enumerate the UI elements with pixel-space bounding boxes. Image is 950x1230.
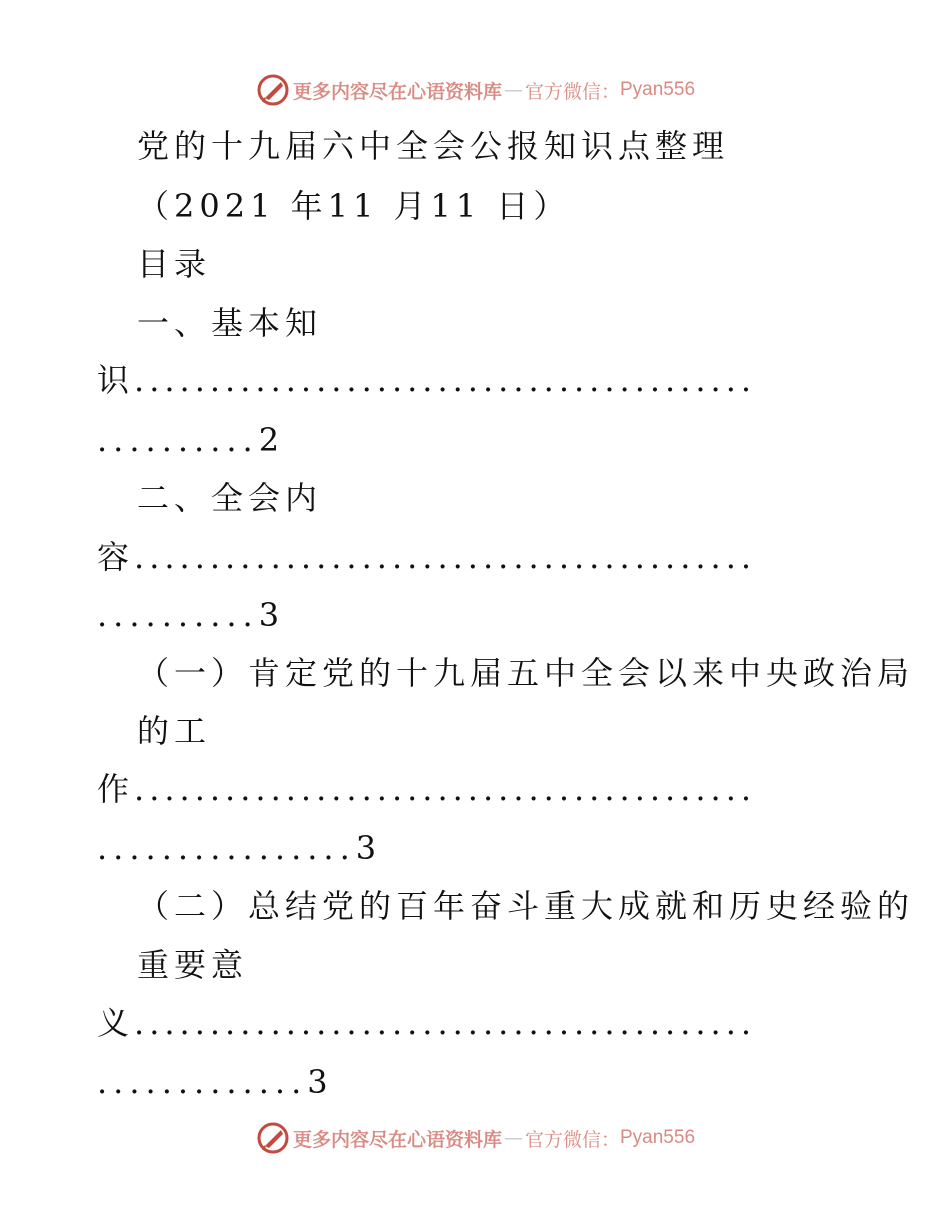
toc-leader-line: ..........2	[97, 421, 286, 459]
toc-page-number: 3	[307, 1063, 334, 1101]
toc-item-label-cont: 重要意	[137, 946, 249, 984]
toc-leader-line: ..........3	[97, 596, 286, 634]
toc-item-label: 二、全会内	[137, 479, 323, 517]
toc-item-label-cont: 的工	[137, 712, 212, 750]
toc-page-number: 2	[258, 421, 286, 459]
watermark-separator: —	[503, 79, 523, 101]
document-date: （2021 年11 月11 日）	[137, 187, 571, 225]
quill-logo-icon	[255, 72, 291, 108]
toc-item-label-tail: 作.........................................	[97, 770, 757, 808]
quill-logo-icon	[255, 1120, 291, 1156]
toc-item-label-tail: 识.........................................	[97, 361, 757, 399]
watermark-banner-bottom	[0, 1118, 950, 1158]
watermark-wechat-id: Pyan556	[620, 1127, 696, 1148]
watermark-text: 更多内容尽在心语资料库	[292, 80, 502, 103]
document-title: 党的十九届六中全会公报知识点整理	[137, 127, 730, 165]
watermark-wechat-label: 官方微信：	[524, 80, 620, 103]
toc-item-label: （一）肯定党的十九届五中全会以来中央政治局	[137, 654, 915, 692]
toc-leader-line: .............3	[97, 1063, 334, 1101]
watermark-wechat-id: Pyan556	[620, 79, 696, 100]
watermark-text: 更多内容尽在心语资料库	[292, 1128, 502, 1151]
toc-item-label-tail: 容.........................................	[97, 538, 757, 576]
watermark-banner-top	[0, 70, 950, 110]
toc-leader-dots: .........................................	[134, 538, 757, 576]
toc-leader-dots: .........................................	[134, 361, 757, 399]
watermark-separator: —	[503, 1127, 523, 1149]
toc-page-number: 3	[355, 829, 383, 867]
toc-item-label: 一、基本知	[137, 304, 323, 342]
toc-page-number: 3	[258, 596, 286, 634]
toc-leader-dots: .........................................	[134, 1004, 757, 1042]
toc-item-label-tail: 义.........................................	[97, 1004, 757, 1042]
toc-heading: 目录	[137, 245, 212, 283]
toc-item-label: （二）总结党的百年奋斗重大成就和历史经验的	[137, 887, 915, 925]
watermark-wechat-label: 官方微信：	[524, 1128, 620, 1151]
toc-leader-line: ................3	[97, 829, 383, 867]
toc-leader-dots: .........................................	[134, 770, 757, 808]
